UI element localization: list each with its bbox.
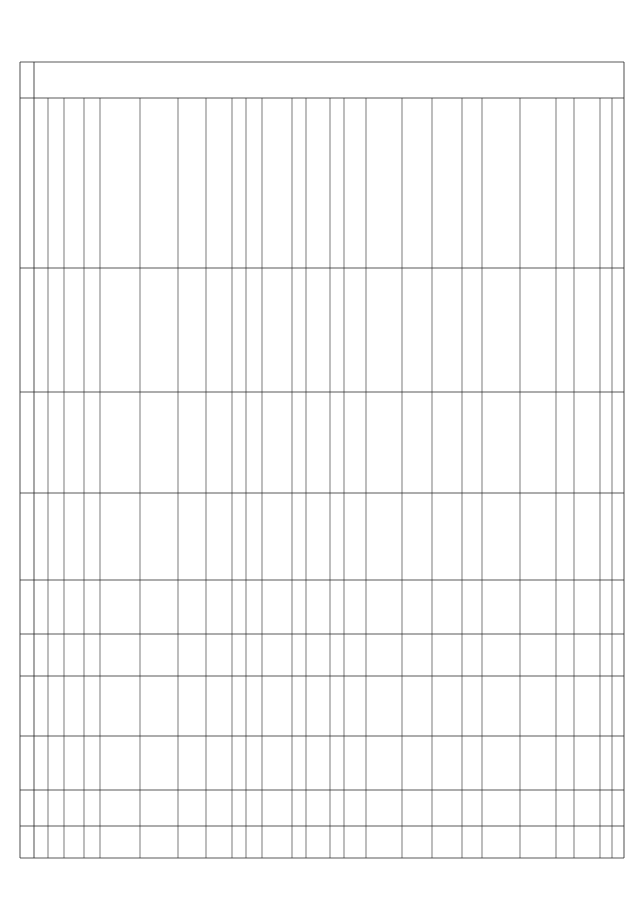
- table-lines: [20, 62, 624, 858]
